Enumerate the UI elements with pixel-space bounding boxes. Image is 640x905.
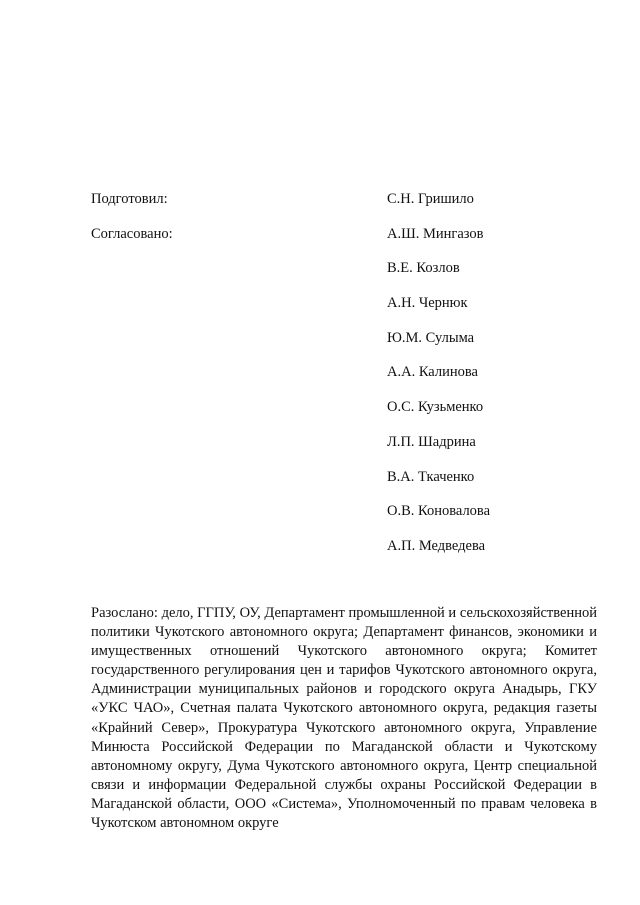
approved-label: Согласовано: <box>91 225 173 242</box>
prepared-row <box>91 190 551 225</box>
distribution-list: Разослано: дело, ГГПУ, ОУ, Департамент промышленной и сельскохозяйственной политики Чукотского автономного округа; Департамент финансов, экономики и имущественных отношений Чукотского автономного округа; Комитет государственного регулирования цен и тарифов Чукотского автономного округа, Администрации муниципальных районов и городского округа Анадырь, ГКУ «УКС ЧАО», Счетная палата Чукотского автономного округа, редакция газеты «Крайний Север», Прокуратура Чукотского автономного округа, Управление Минюста Российской Федерации по Магаданской области и Чукотскому автономному округу, Дума Чукотского автономного округа, Центр специальной связи и информации Федеральной службы охраны Российской Федерации в Магаданской области, ООО «Система», Уполномоченный по правам человека в Чукотском автономном округе <box>91 605 597 832</box>
approver-name: Ю.М. Сулыма <box>387 329 475 346</box>
approver-row <box>91 329 551 364</box>
approver-row <box>91 433 551 468</box>
approver-row <box>91 468 551 503</box>
approver-row <box>91 259 551 294</box>
approver-name: В.А. Ткаченко <box>387 468 475 485</box>
approver-row <box>91 502 551 537</box>
approver-name: О.С. Кузьменко <box>387 399 484 416</box>
prepared-label: Подготовил: <box>91 191 168 207</box>
approver-name: В.Е. Козлов <box>387 260 460 277</box>
approved-row <box>91 225 551 260</box>
approver-name: А.Н. Чернюк <box>387 295 468 312</box>
approver-row <box>91 294 551 329</box>
prepared-name: С.Н. Гришило <box>387 191 474 207</box>
approver-row <box>91 537 551 572</box>
approver-name: О.В. Коновалова <box>387 503 491 520</box>
approver-row <box>91 363 551 398</box>
approver-row <box>91 398 551 433</box>
signature-block <box>91 190 551 572</box>
approver-name: А.П. Медведева <box>387 537 486 554</box>
approver-name: А.А. Калинова <box>387 364 478 381</box>
approver-name: А.Ш. Мингазов <box>387 225 484 242</box>
approver-name: Л.П. Шадрина <box>387 433 476 450</box>
